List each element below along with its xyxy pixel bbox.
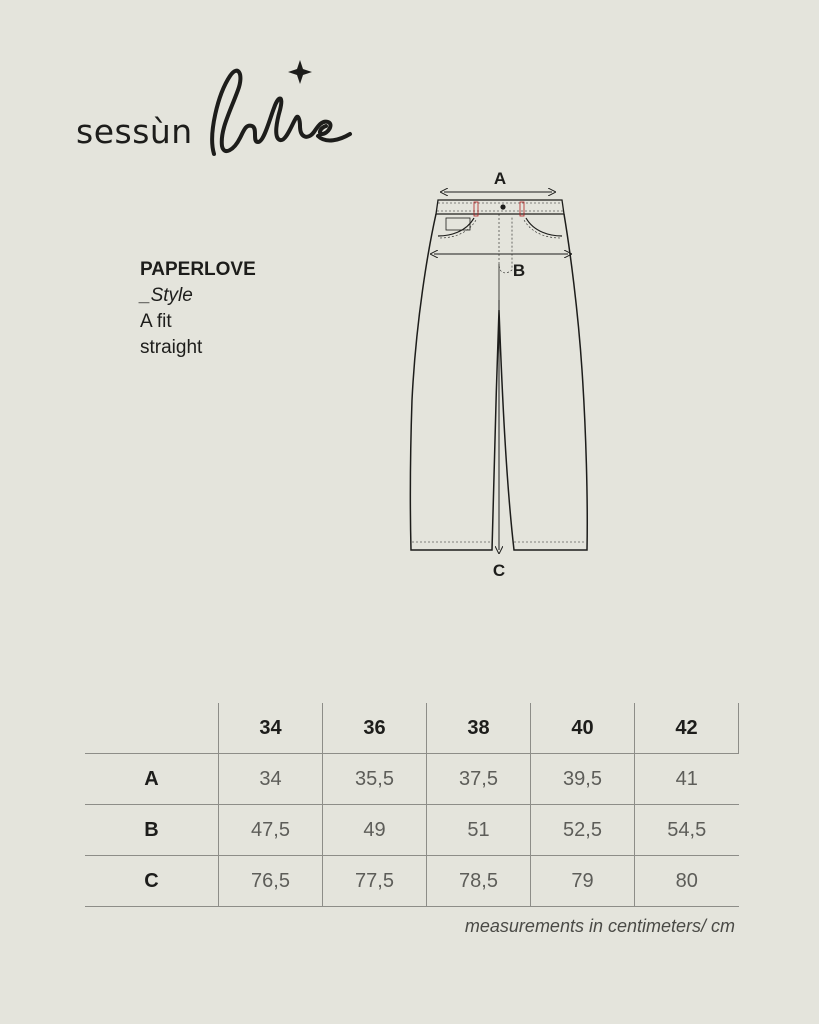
product-fit: A fit (140, 311, 172, 332)
table-cell: 54,5 (635, 805, 739, 856)
size-header: 36 (323, 703, 427, 754)
row-label: B (85, 805, 219, 856)
label-b: B (512, 261, 526, 280)
sparkle-icon (288, 60, 312, 84)
table-header-row (85, 703, 739, 754)
size-header: 40 (531, 703, 635, 754)
brand-wordmark: sessùn (76, 112, 193, 151)
table-row (85, 805, 739, 856)
row-label: A (85, 754, 219, 805)
size-header: 34 (219, 703, 323, 754)
size-header: 42 (635, 703, 739, 754)
table-cell: 80 (635, 856, 739, 907)
row-label: C (85, 856, 219, 907)
label-a: A (493, 169, 507, 188)
table-cell: 78,5 (427, 856, 531, 907)
table-cell: 79 (531, 856, 635, 907)
table-cell: 47,5 (219, 805, 323, 856)
product-style-label: _Style (140, 285, 193, 306)
table-row (85, 856, 739, 907)
table-cell: 34 (219, 754, 323, 805)
table-cell: 39,5 (531, 754, 635, 805)
table-cell: 41 (635, 754, 739, 805)
table-cell: 37,5 (427, 754, 531, 805)
brand-script-logo (200, 54, 360, 164)
table-row (85, 754, 739, 805)
table-corner (85, 703, 219, 754)
product-name: PAPERLOVE (140, 259, 256, 280)
table-cell: 52,5 (531, 805, 635, 856)
product-cut: straight (140, 337, 203, 358)
table-cell: 76,5 (219, 856, 323, 907)
label-c: C (492, 561, 506, 580)
brand-logo (76, 50, 356, 165)
size-chart-table (85, 703, 739, 907)
jeans-measurement-diagram (400, 160, 600, 590)
size-header: 38 (427, 703, 531, 754)
waistband (436, 200, 564, 214)
measurement-footnote: measurements in centimeters/ cm (464, 916, 735, 936)
coin-pocket (446, 218, 470, 230)
product-info (140, 257, 256, 361)
table-cell: 77,5 (323, 856, 427, 907)
table-cell: 51 (427, 805, 531, 856)
table-cell: 35,5 (323, 754, 427, 805)
button-icon (500, 204, 505, 209)
table-cell: 49 (323, 805, 427, 856)
